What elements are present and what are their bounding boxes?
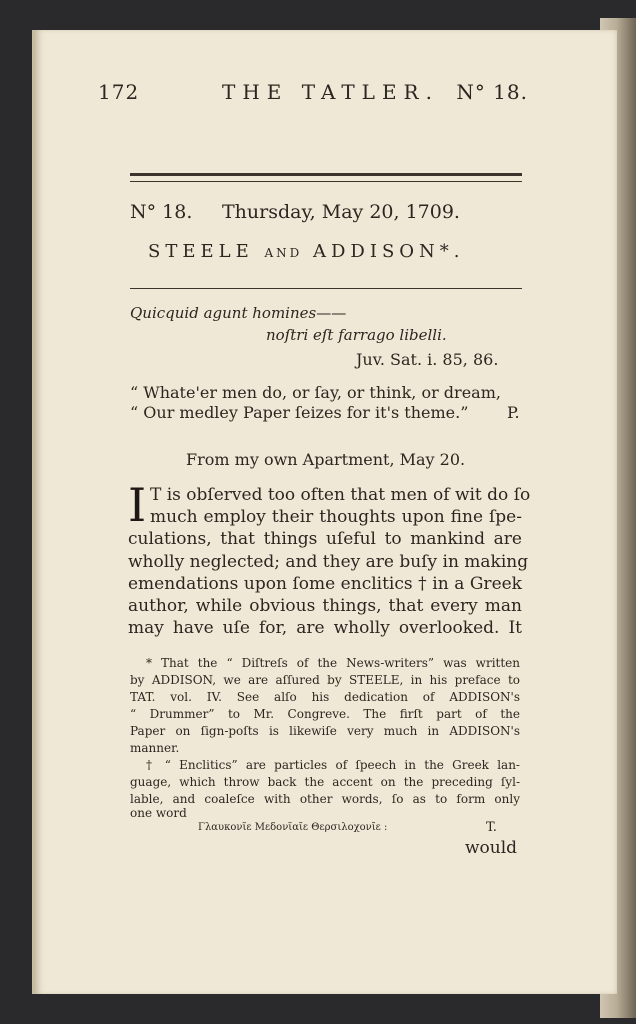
verse-line-1: “ Whate'er men do, or ſay, or think, or dream, (130, 383, 501, 402)
motto-line-1: Quicquid agunt homines—— (130, 304, 347, 322)
dateline: From my own Apartment, May 20. (186, 450, 466, 469)
body-line: wholly neglected; and they are buſy in making (128, 552, 529, 572)
masthead-rule (130, 288, 522, 289)
verse-signature: P. (507, 403, 520, 422)
body-line: much employ their thoughts upon fine ſpe- (150, 507, 522, 527)
body-line: may have uſe for, are wholly overlooked. It (128, 618, 522, 638)
body-line: emendations upon ſome enclitics † in a Greek (128, 574, 522, 594)
authors-and: AND (264, 246, 303, 260)
author-addison: ADDISON*. (312, 241, 465, 262)
motto-citation: Juv. Sat. i. 85, 86. (356, 350, 499, 369)
greek-example: Γλαυκονῖε Μεδονῖαῖε Θερσιλοχονῖε : (198, 822, 388, 833)
footnote-line: Paper on ſign-poſts is likewiſe very much in ADDISON's (130, 724, 520, 738)
body-line: T is obſerved too often that men of wit do ſo (150, 485, 531, 505)
body-line: author, while obvious things, that every man (128, 596, 522, 616)
running-title: THE TATLER. (222, 80, 439, 104)
running-header (98, 80, 528, 110)
header-rule-thick (130, 173, 522, 176)
verse-line-2: “ Our medley Paper ſeizes for it's theme.” (130, 403, 469, 422)
author-steele: STEELE (148, 241, 254, 262)
catchword: would (465, 838, 518, 858)
footnote-line: “ Drummer” to Mr. Congreve. The firſt part of the (130, 707, 520, 721)
body-line: culations, that things uſeful to mankind are (128, 529, 522, 549)
header-rule-thin (130, 181, 522, 182)
masthead-number: N° 18. (130, 201, 193, 223)
footnote-line: lable, and coaleſce with other words, ſo as to form only (130, 792, 520, 806)
masthead-authors (148, 241, 465, 262)
footnote-line: manner. (130, 741, 180, 755)
drop-cap: I (128, 478, 147, 532)
footnote-line: guage, which throw back the accent on the preceding ſyl- (130, 775, 520, 789)
footnote-line: one word (130, 806, 187, 820)
footnote-signature: T. (486, 820, 497, 835)
page-number: 172 (98, 80, 140, 104)
masthead-date: Thursday, May 20, 1709. (222, 201, 460, 223)
issue-number: N° 18. (456, 80, 528, 104)
footnote-line: † “ Enclitics” are particles of ſpeech in the Greek lan- (146, 758, 520, 772)
motto-line-2: noſtri eſt farrago libelli. (266, 326, 447, 344)
footnote-line: TAT. vol. IV. See alſo his dedication of ADDISON's (130, 690, 520, 704)
footnote-line: * That the “ Diſtreſs of the News-writers” was written (146, 656, 520, 670)
footnote-line: by ADDISON, we are aſſured by STEELE, in his preface to (130, 673, 520, 687)
